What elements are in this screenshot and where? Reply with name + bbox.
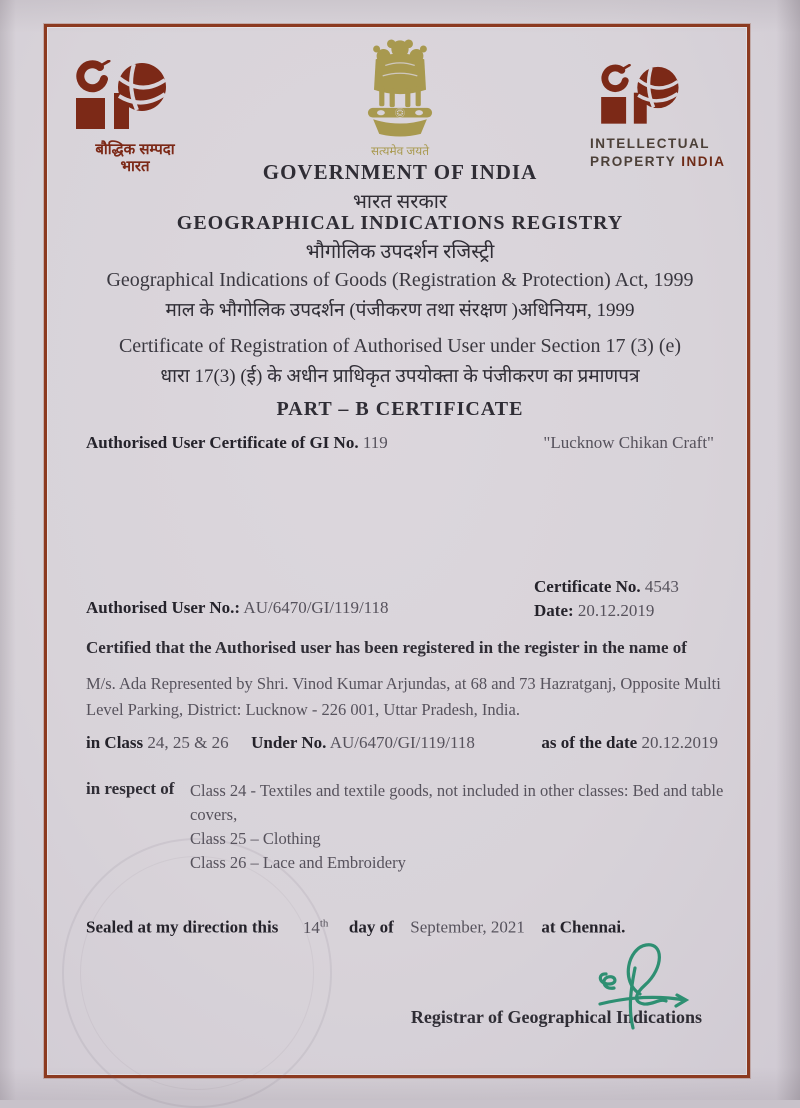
certificate-date-line bbox=[534, 599, 679, 623]
gi-number-row bbox=[86, 433, 714, 453]
gi-number-label: Authorised User Certificate of GI No. bbox=[86, 433, 359, 452]
embossed-seal bbox=[62, 838, 332, 1108]
day-of-label: day of bbox=[348, 917, 394, 937]
seal-month-year: September, 2021 bbox=[410, 917, 525, 937]
ip-logo-icon bbox=[70, 60, 170, 136]
certified-statement: Certified that the Authorised user has been registered in the register in the name of bbox=[86, 638, 687, 657]
gi-number-cell bbox=[86, 433, 388, 453]
in-class-value: 24, 25 & 26 bbox=[147, 733, 229, 752]
act-title: Geographical Indications of Goods (Registration & Protection) Act, 1999 bbox=[106, 269, 694, 291]
authorised-user-line bbox=[86, 598, 389, 618]
in-respect-label: in respect of bbox=[86, 779, 175, 798]
logo-right-caption-line1: INTELLECTUAL bbox=[590, 136, 710, 151]
certificate-date-label: Date: bbox=[534, 601, 574, 620]
class-descriptions bbox=[190, 779, 750, 875]
part-b-title: PART – B CERTIFICATE bbox=[276, 398, 524, 420]
certificate-number-block bbox=[534, 575, 679, 623]
authorised-user-label: Authorised User No.: bbox=[86, 598, 241, 617]
signature-icon bbox=[592, 940, 692, 1032]
class-26-description: Class 26 – Lace and Embroidery bbox=[190, 852, 406, 872]
certificate-number-value: 4543 bbox=[644, 577, 679, 596]
class-24-description: Class 24 - Textiles and textile goods, not included in other classes: Bed and table covers, bbox=[190, 781, 724, 824]
class-under-row bbox=[86, 733, 718, 753]
authorised-user-value: AU/6470/GI/119/118 bbox=[243, 598, 389, 617]
logo-right-india: INDIA bbox=[681, 154, 726, 170]
registrar-signature bbox=[592, 940, 692, 1032]
under-no-label: Under No. bbox=[251, 733, 327, 752]
as-of-date-value: 20.12.2019 bbox=[641, 733, 718, 752]
sealed-line bbox=[86, 917, 625, 938]
emblem-motto: सत्यमेव जयते bbox=[370, 144, 430, 158]
ashoka-lion-capital-icon bbox=[348, 36, 452, 140]
gi-name: "Lucknow Chikan Craft" bbox=[543, 433, 714, 452]
logo-left-caption-line2: भारत bbox=[120, 158, 150, 176]
as-of-date-label: as of the date bbox=[541, 733, 638, 752]
certificate-subtitle: Certificate of Registration of Authorised User under Section 17 (3) (e) bbox=[118, 335, 682, 357]
certificate-date-value: 20.12.2019 bbox=[577, 601, 655, 620]
ip-india-logo-right bbox=[590, 64, 730, 171]
registrar-title: Registrar of Geographical Indications bbox=[410, 1007, 702, 1027]
gov-of-india-hindi: भारत सरकार bbox=[352, 191, 448, 213]
act-title-hindi: माल के भौगोलिक उपदर्शन (पंजीकरण तथा संरक्षण )अधिनियम, 1999 bbox=[165, 300, 635, 321]
logo-left-caption-line1: बौद्धिक सम्पदा bbox=[95, 141, 175, 158]
seal-day-number: 14 bbox=[302, 917, 320, 937]
national-emblem bbox=[340, 36, 460, 159]
gi-number-value: 119 bbox=[362, 433, 388, 452]
seal-day-suffix: th bbox=[319, 917, 329, 929]
certificate-subtitle-hindi: धारा 17(3) (ई) के अधीन प्राधिकृत उपयोक्ता के पंजीकरण का प्रमाणपत्र bbox=[160, 366, 640, 387]
seal-place: at Chennai. bbox=[541, 917, 626, 937]
registrant-details: M/s. Ada Represented by Shri. Vinod Kumar Arjundas, at 68 and 73 Hazratganj, Opposite Multi Level Parking, District: Lucknow - 226 001, Uttar Pradesh, India. bbox=[86, 674, 721, 719]
gov-of-india-title: GOVERNMENT OF INDIA bbox=[262, 160, 538, 184]
under-no-value: AU/6470/GI/119/118 bbox=[329, 733, 475, 752]
registry-title-hindi: भौगोलिक उपदर्शन रजिस्ट्री bbox=[305, 241, 495, 263]
certificate-number-line bbox=[534, 575, 679, 599]
certificate-number-label: Certificate No. bbox=[534, 577, 641, 596]
in-class-label: in Class bbox=[86, 733, 144, 752]
ip-logo-icon bbox=[596, 64, 682, 130]
class-25-description: Class 25 – Clothing bbox=[190, 828, 321, 848]
seal-day bbox=[303, 918, 329, 937]
registry-title: GEOGRAPHICAL INDICATIONS REGISTRY bbox=[176, 212, 624, 234]
ip-india-logo-left bbox=[70, 60, 200, 176]
logo-right-property: PROPERTY bbox=[590, 154, 677, 170]
sealed-label: Sealed at my direction this bbox=[86, 917, 279, 937]
